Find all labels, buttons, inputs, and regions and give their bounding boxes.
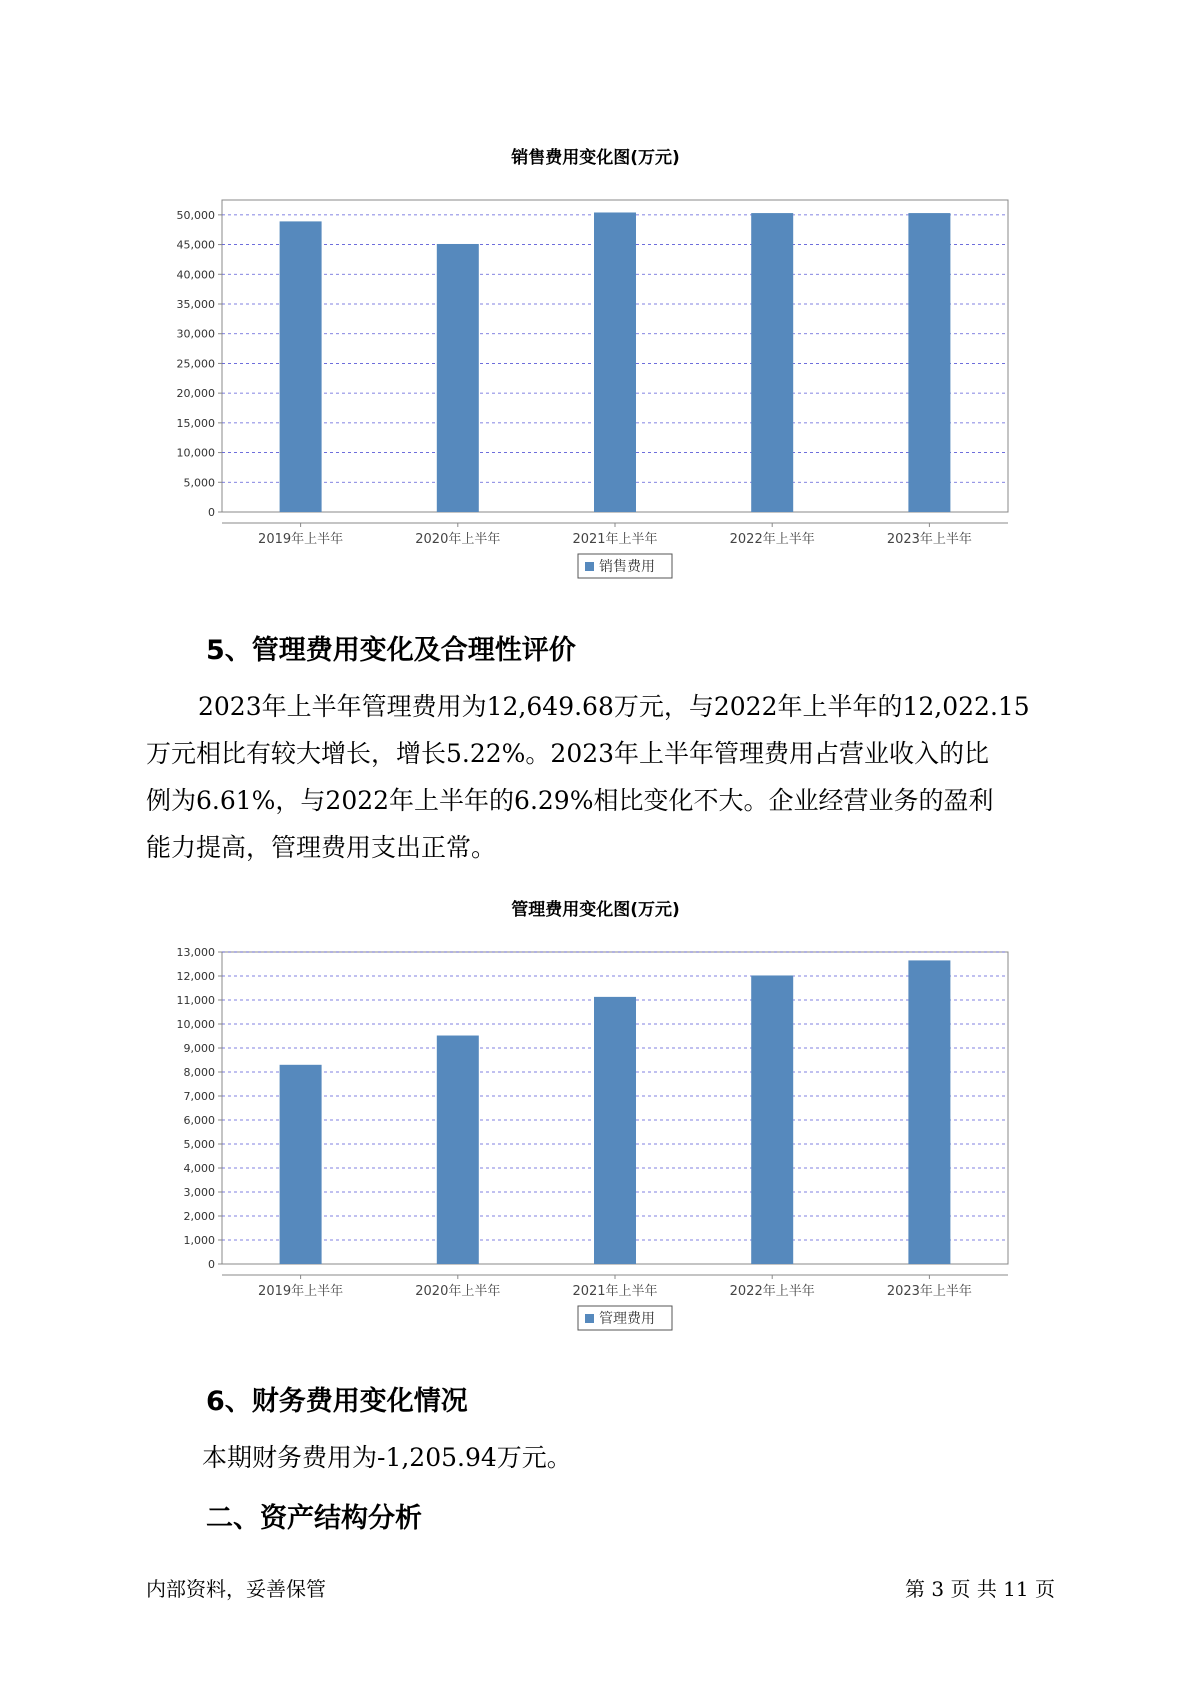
sales-expense-chart (150, 170, 1020, 590)
admin-expense-chart (150, 922, 1020, 1342)
y-tick-label: 10,000 (176, 446, 215, 460)
x-tick-label: 2022年上半年 (729, 532, 815, 547)
y-tick-label: 3,000 (183, 1186, 215, 1199)
footer-page-number: 第 3 页 共 11 页 (905, 1577, 1055, 1601)
x-tick-label: 2019年上半年 (258, 1284, 344, 1299)
y-tick-label: 4,000 (183, 1162, 215, 1175)
y-tick-label: 1,000 (183, 1234, 215, 1247)
legend-swatch (585, 1314, 594, 1323)
x-tick-label: 2020年上半年 (415, 532, 501, 547)
y-tick-label: 8,000 (183, 1066, 215, 1079)
paragraph-line: 能力提高，管理费用支出正常。 (146, 833, 497, 862)
bar (594, 997, 636, 1264)
bar (908, 213, 950, 512)
bar (280, 1065, 322, 1264)
legend-swatch (585, 562, 594, 571)
admin-chart-title: 管理费用变化图(万元) (511, 900, 680, 920)
y-tick-label: 0 (208, 506, 215, 519)
section-two-heading: 二、资产结构分析 (206, 1503, 422, 1534)
section5-paragraph (146, 683, 1076, 871)
paragraph-line: 例为6.61%，与2022年上半年的6.29%相比变化不大。企业经营业务的盈利 (146, 786, 994, 815)
section5-heading: 5、管理费用变化及合理性评价 (206, 635, 576, 666)
x-tick-label: 2021年上半年 (572, 532, 658, 547)
y-tick-label: 6,000 (183, 1114, 215, 1127)
y-tick-label: 2,000 (183, 1210, 215, 1223)
x-tick-label: 2023年上半年 (886, 532, 972, 547)
bar (908, 960, 950, 1264)
y-tick-label: 5,000 (183, 1138, 215, 1151)
section6-heading: 6、财务费用变化情况 (206, 1386, 468, 1417)
y-tick-label: 7,000 (183, 1090, 215, 1103)
x-tick-label: 2020年上半年 (415, 1284, 501, 1299)
bar (437, 244, 479, 512)
sales-chart-title: 销售费用变化图(万元) (511, 148, 680, 168)
legend-label: 销售费用 (599, 559, 655, 575)
bar (751, 975, 793, 1264)
y-tick-label: 35,000 (176, 298, 215, 311)
legend-label: 管理费用 (599, 1311, 655, 1327)
bar (751, 213, 793, 512)
y-tick-label: 20,000 (176, 387, 215, 401)
bar (437, 1036, 479, 1264)
y-tick-label: 5,000 (183, 476, 215, 490)
section6-text: 本期财务费用为-1,205.94万元。 (202, 1443, 572, 1472)
bar (280, 221, 322, 512)
y-tick-label: 0 (208, 1258, 215, 1271)
y-tick-label: 9,000 (183, 1042, 215, 1055)
y-tick-label: 13,000 (176, 946, 215, 959)
legend (578, 554, 672, 578)
y-tick-label: 12,000 (176, 970, 215, 983)
x-tick-label: 2022年上半年 (729, 1284, 815, 1299)
y-tick-label: 15,000 (176, 416, 215, 430)
footer-left: 内部资料，妥善保管 (146, 1577, 326, 1601)
y-tick-label: 10,000 (176, 1018, 215, 1031)
x-tick-label: 2019年上半年 (258, 532, 344, 547)
legend (578, 1306, 672, 1330)
x-tick-label: 2023年上半年 (886, 1284, 972, 1299)
paragraph-line: 万元相比有较大增长，增长5.22%。2023年上半年管理费用占营业收入的比 (146, 739, 990, 768)
y-tick-label: 45,000 (176, 238, 215, 252)
bar (594, 212, 636, 512)
y-tick-label: 11,000 (176, 994, 215, 1007)
paragraph-line: 2023年上半年管理费用为12,649.68万元，与2022年上半年的12,022.15 (198, 692, 1030, 721)
y-tick-label: 50,000 (176, 208, 215, 222)
y-tick-label: 25,000 (176, 357, 215, 371)
y-tick-label: 40,000 (176, 268, 215, 282)
y-tick-label: 30,000 (176, 327, 215, 341)
x-tick-label: 2021年上半年 (572, 1284, 658, 1299)
